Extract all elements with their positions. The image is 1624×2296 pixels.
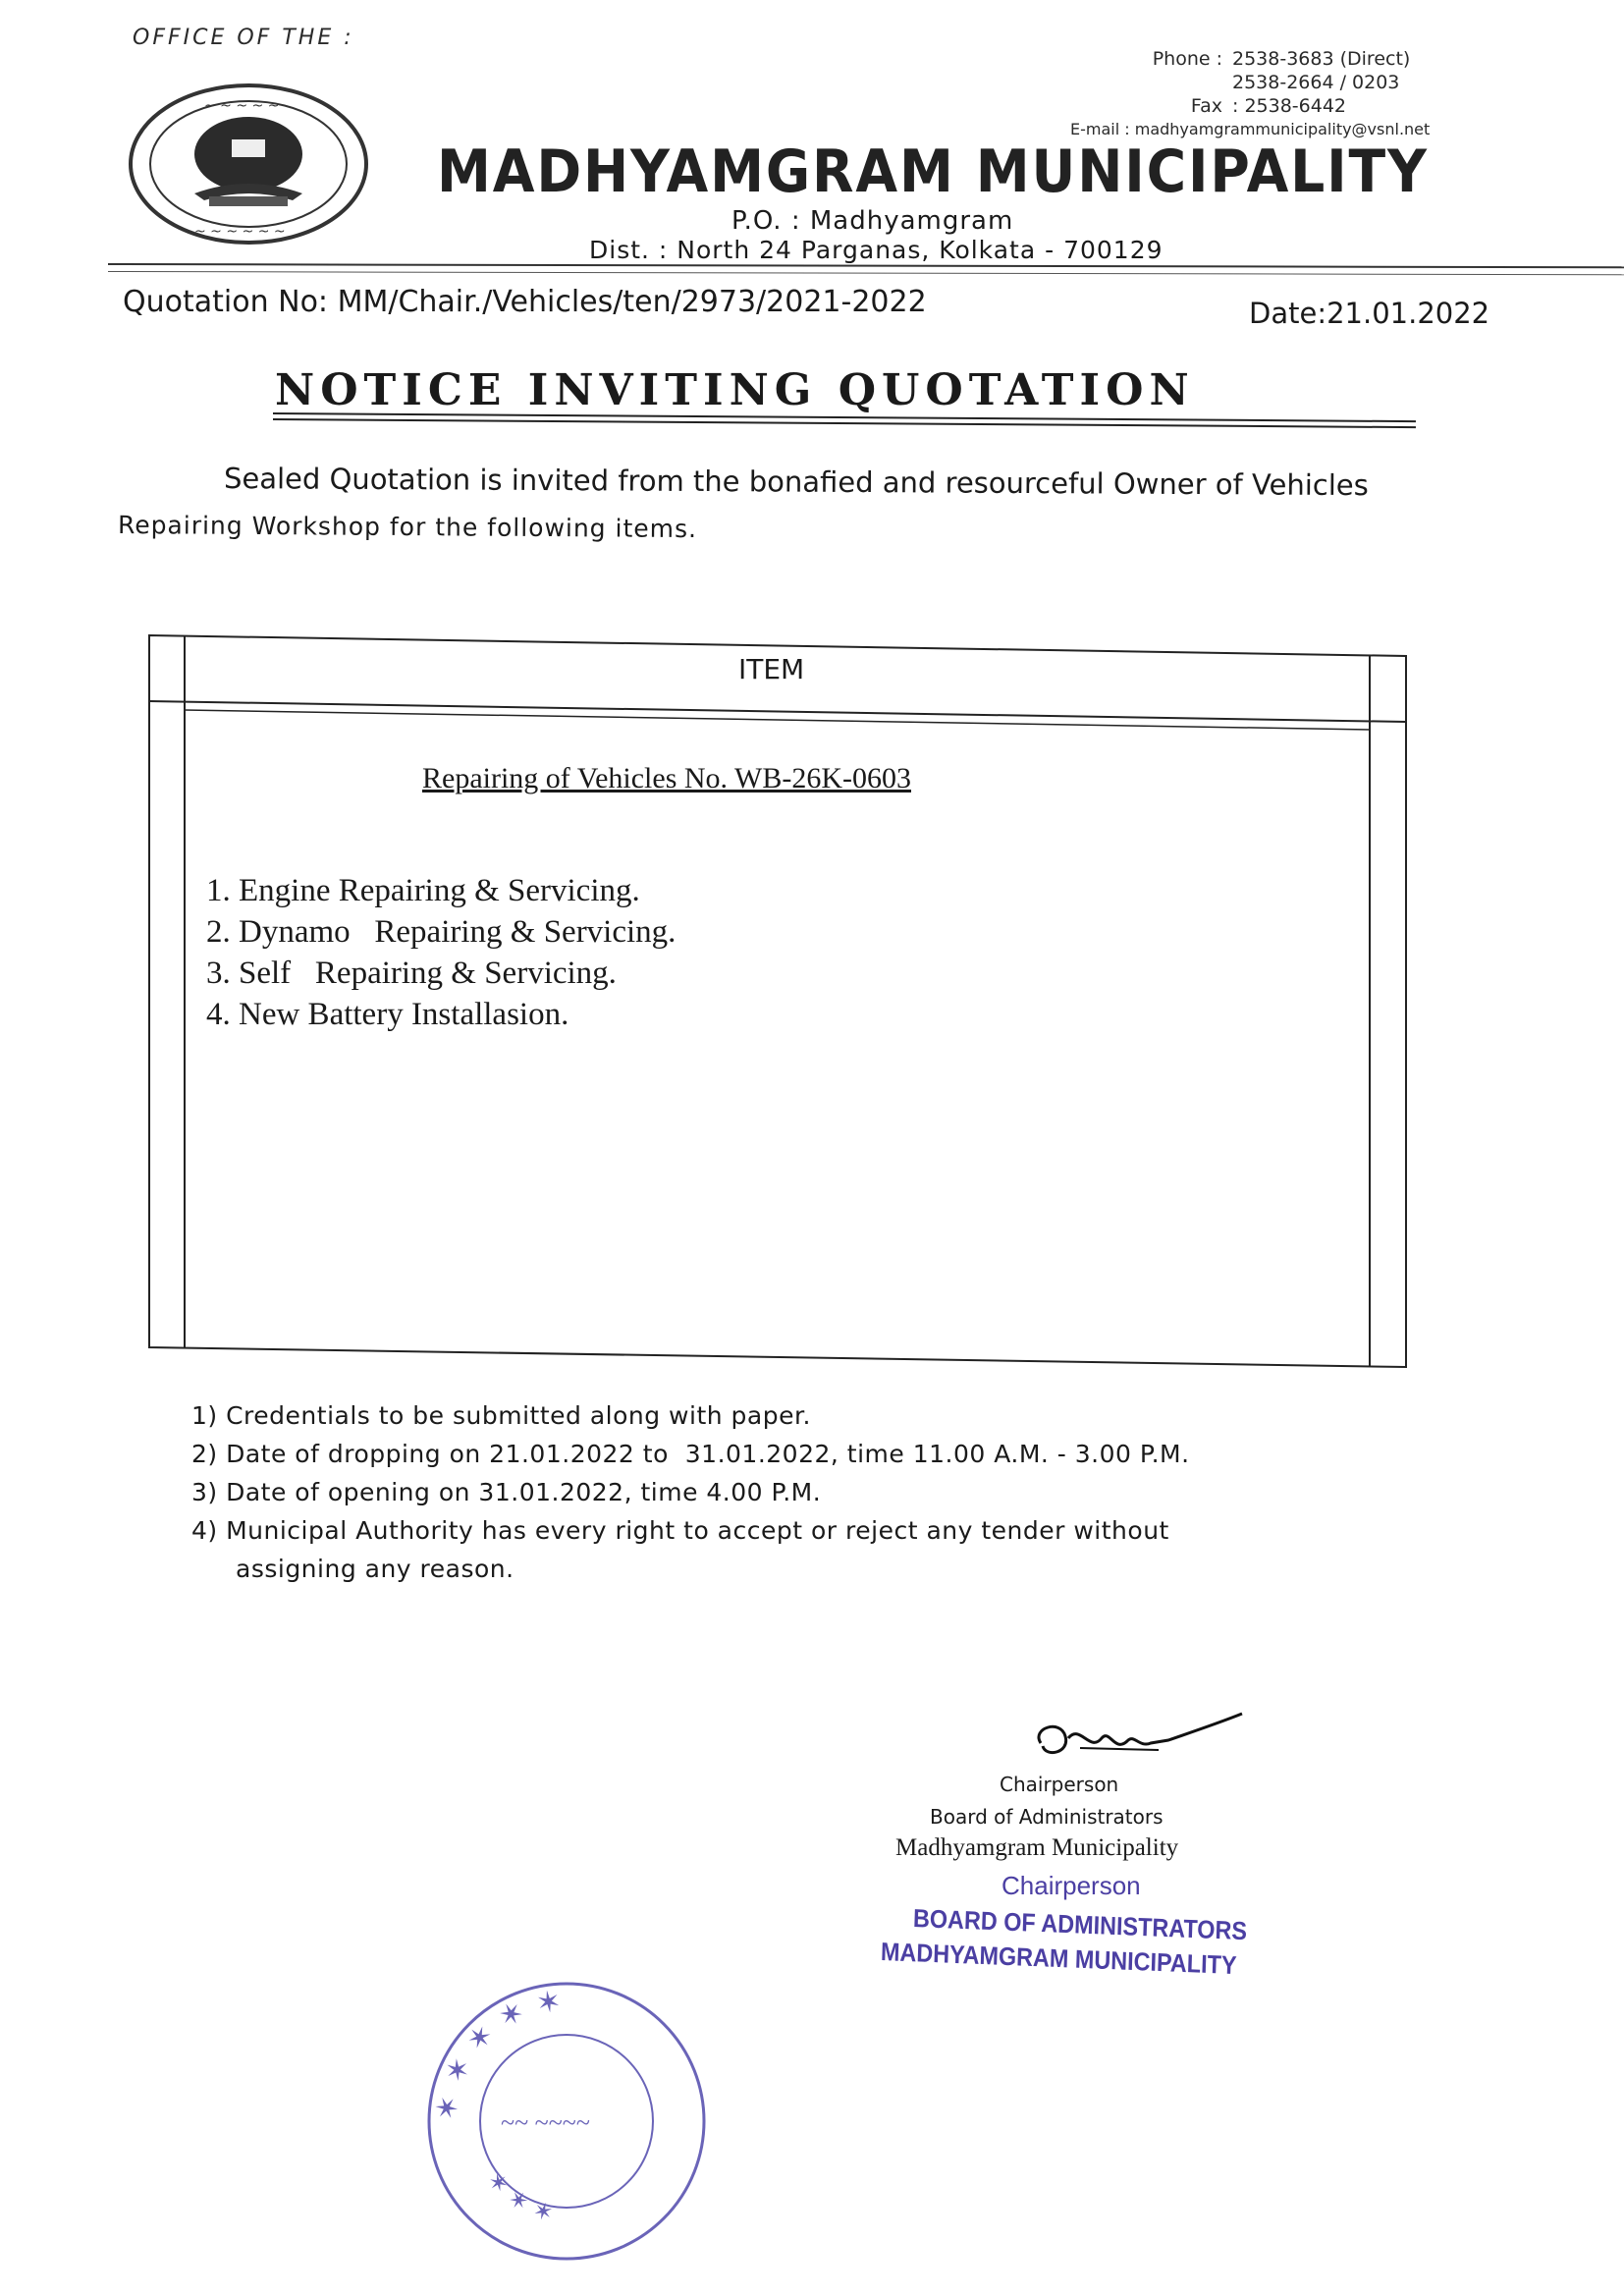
intro-line-1: Sealed Quotation is invited from the bonafied and resourceful Owner of Vehicles (223, 462, 1369, 503)
round-municipal-seal (417, 1974, 717, 2269)
svg-text:✶ ✶ ✶ ✶ ✶: ✶ ✶ ✶ ✶ ✶ (430, 1984, 566, 2122)
svg-text:~~ ~~~~: ~~ ~~~~ (501, 2108, 590, 2137)
fax-label: Fax (1190, 95, 1222, 117)
fax-number: : 2538-6442 (1232, 95, 1347, 117)
notice-title: NOTICE INVITING QUOTATION (275, 365, 1195, 415)
stamp-line-chairperson: Chairperson (1001, 1871, 1141, 1900)
post-office: P.O. : Madhyamgram (731, 206, 1014, 236)
phone-label: Phone : (1152, 48, 1222, 70)
item-list (206, 870, 676, 1035)
handwritten-signature (1021, 1709, 1247, 1777)
stamp-line-board: BOARD OF ADMINISTRATORS (912, 1903, 1248, 1946)
condition-item: 2) Date of dropping on 21.01.2022 to 31.01.2022, time 11.00 A.M. - 3.00 P.M. (191, 1440, 1190, 1468)
vehicle-title: Repairing of Vehicles No. WB-26K-0603 (422, 762, 911, 794)
list-item: 3. Self Repairing & Servicing. (206, 956, 617, 991)
municipality-name: MADHYAMGRAM MUNICIPALITY (437, 137, 1429, 206)
list-item: 4. New Battery Installasion. (206, 997, 569, 1032)
stamp-line-municipality: MADHYAMGRAM MUNICIPALITY (880, 1937, 1237, 1981)
quotation-number: Quotation No: MM/Chair./Vehicles/ten/2973/2021-2022 (123, 285, 927, 319)
phone-direct: 2538-3683 (Direct) (1232, 48, 1411, 70)
condition-item: 3) Date of opening on 31.01.2022, time 4.00 P.M. (191, 1478, 822, 1506)
signatory-municipality: Madhyamgram Municipality (895, 1834, 1179, 1861)
list-item: 1. Engine Repairing & Servicing. (206, 873, 640, 908)
intro-line-2: Repairing Workshop for the following items. (117, 511, 698, 544)
email-label: E-mail : (1070, 120, 1130, 138)
svg-text:✶ ✶ ✶: ✶ ✶ ✶ (480, 2167, 558, 2228)
signatory-role: Chairperson (1000, 1773, 1119, 1796)
svg-text:~ ~ ~ ~ ~ ~: ~ ~ ~ ~ ~ ~ (194, 224, 286, 240)
signatory-board: Board of Administrators (930, 1805, 1164, 1829)
condition-item-continuation: assigning any reason. (236, 1555, 514, 1583)
svg-text:~ ~ ~ ~ ~: ~ ~ ~ ~ ~ (204, 98, 280, 114)
list-item: 2. Dynamo Repairing & Servicing. (206, 914, 677, 950)
district-address: Dist. : North 24 Parganas, Kolkata - 700129 (589, 236, 1164, 264)
condition-item: 4) Municipal Authority has every right to accept or reject any tender without (191, 1516, 1169, 1545)
item-column-header: ITEM (738, 653, 805, 685)
phone-secondary: 2538-2664 / 0203 (1232, 72, 1400, 93)
condition-item: 1) Credentials to be submitted along with paper. (191, 1401, 811, 1430)
email-address: madhyamgrammunicipality@vsnl.net (1134, 120, 1431, 138)
quotation-date: Date:21.01.2022 (1249, 297, 1490, 330)
office-of-label: OFFICE OF THE : (133, 26, 354, 50)
conditions-list (191, 1396, 1190, 1588)
